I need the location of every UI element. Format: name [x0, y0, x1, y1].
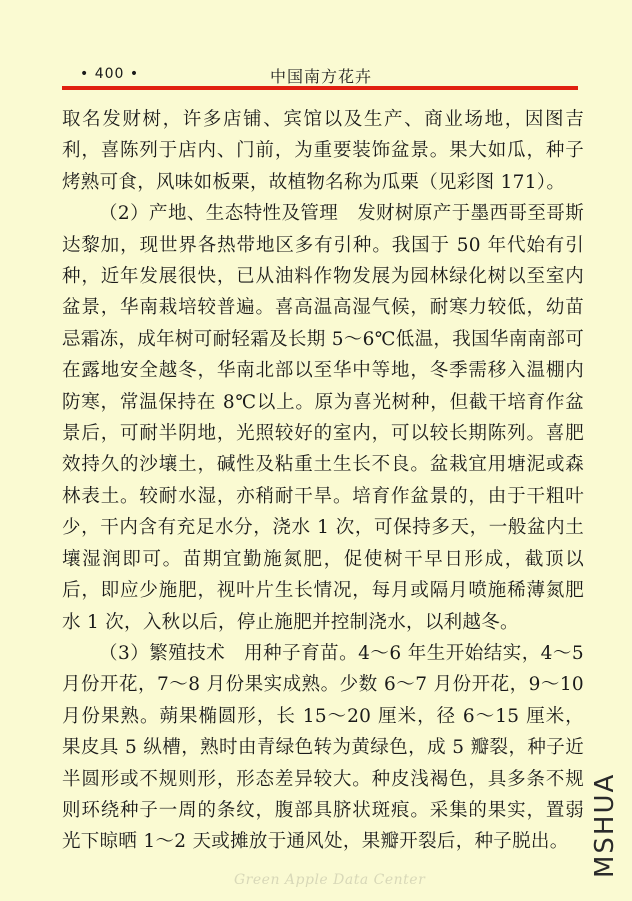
watermark: Green Apple Data Center — [234, 872, 426, 888]
page-number: • 400 • — [80, 66, 140, 82]
header-rule — [62, 86, 578, 90]
paragraph: （2）产地、生态特性及管理 发财树原产于墨西哥至哥斯达黎加，现世界各热带地区多有引种。我国于 50 年代始有引种，近年发展很快，已从油料作物发展为园林绿化树以至室内盆景，华南栽培较普遍。喜高温高湿气候，耐寒力较低，幼苗忌霜冻，成年树可耐轻霜及长期 5～6℃低温，我国华南南部可在露地安全越冬，华南北部以至华中等地，冬季需移入温棚内防寒，常温保持在 8℃以上。原为喜光树种，但截干培育作盆景后，可耐半阴地，光照较好的室内，可以较长期陈列。喜肥效持久的沙壤土，碱性及粘重土生长不良。盆栽宜用塘泥或森林表土。较耐水湿，亦稍耐干旱。培育作盆景的，由于干粗叶少，干内含有充足水分，浇水 1 次，可保持多天，一般盆内土壤湿润即可。苗期宜勤施氮肥，促使树干早日形成，截顶以后，即应少施肥，视叶片生长情况，每月或隔月喷施稀薄氮肥水 1 次，入秋以后，停止施肥并控制浇水，以利越冬。 — [62, 203, 584, 633]
paragraph: 取名发财树，许多店铺、宾馆以及生产、商业场地，因图吉利，喜陈列于店内、门前，为重要装饰盆景。果大如瓜，种子烤熟可食，风味如板栗，故植物名称为瓜栗（见彩图 171）。 — [62, 109, 584, 193]
page-header — [0, 62, 632, 88]
paragraph: （3）繁殖技术 用种子育苗。4～6 年生开始结实，4～5 月份开花，7～8 月份果实成熟。少数 6～7 月份开花，9～10 月份果熟。蒴果椭圆形，长 15～20 厘米，径 6～15 厘米，果皮具 5 纵槽，熟时由青绿色转为黄绿色，成 5 瓣裂，种子近半圆形或不规则形，形态差异较大。种皮浅褐色，具多条不规则环绕种子一周的条纹，腹部具脐状斑痕。采集的果实，置弱光下晾晒 1～2 天或摊放于通风处，果瓣开裂后，种子脱出。 — [62, 642, 584, 853]
running-title: 中国南方花卉 — [270, 67, 373, 86]
side-mark: MSHUA — [590, 772, 620, 878]
body-text — [62, 104, 584, 858]
